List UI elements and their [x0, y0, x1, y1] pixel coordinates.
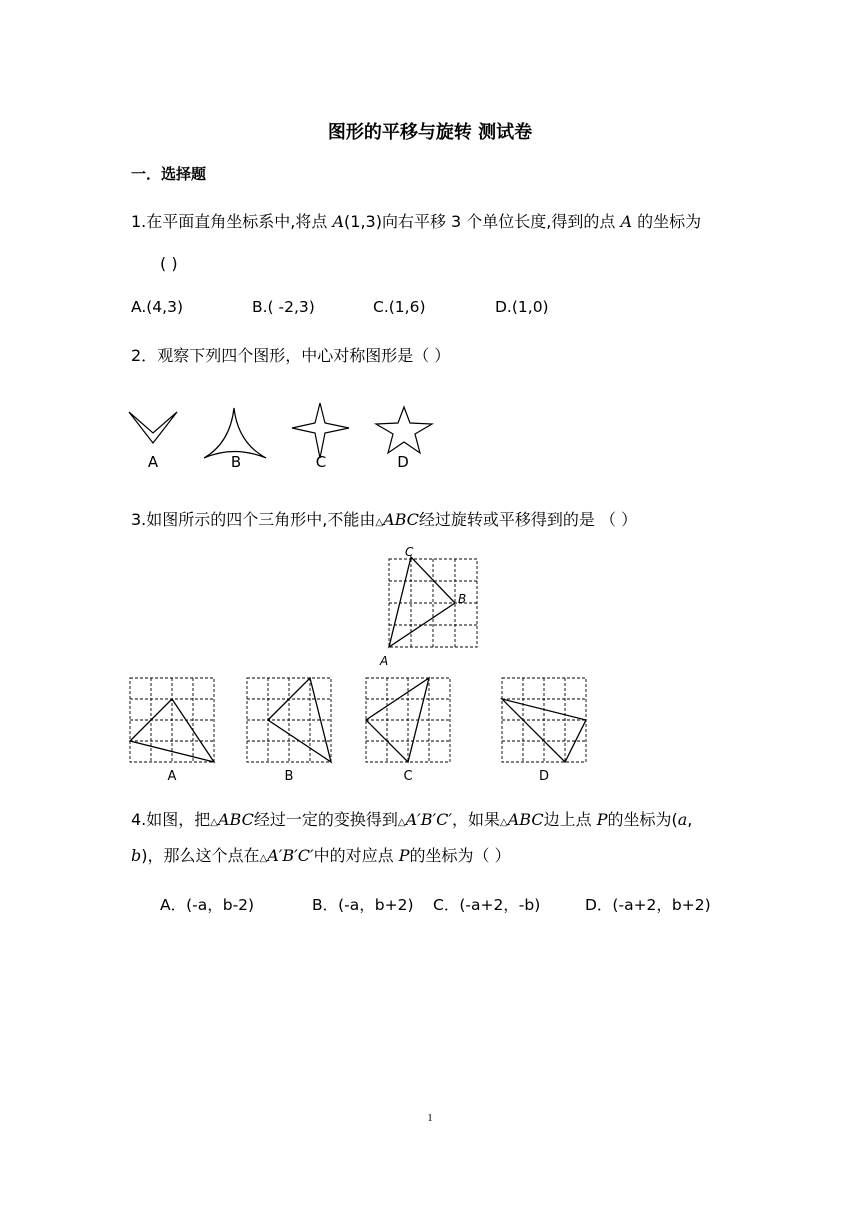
- grid-option-d: [502, 678, 586, 762]
- triangle-abc: [389, 557, 455, 647]
- figure-b-label: B: [230, 453, 242, 471]
- figure-a-label: A: [147, 453, 159, 471]
- question-2-figures: [120, 395, 450, 475]
- grid-label-b: B: [284, 769, 294, 784]
- grid-label-d: D: [538, 769, 550, 784]
- q4-option-d: D．(-a+2，b+2): [585, 896, 711, 914]
- grid-label-a: A: [167, 769, 177, 784]
- main-triangle-grid: [375, 543, 485, 668]
- page-title: 图形的平移与旋转 测试卷: [327, 122, 533, 143]
- question-4-line-1: 4.如图，把△ABC经过一定的变换得到△A′B′C′，如果△ABC边上点 P的坐标为(a,: [131, 810, 693, 829]
- q4-option-b: B．(-a，b+2): [312, 896, 414, 914]
- grid-option-c: [366, 678, 450, 762]
- q4-option-c: C．(-a+2，-b): [433, 896, 541, 914]
- figure-c-four-point-star: [292, 403, 349, 458]
- figure-d-label: D: [397, 453, 409, 471]
- q1-option-d: D.(1,0): [495, 298, 549, 316]
- question-2-stem: 2．观察下列四个图形，中心对称图形是（ ）: [131, 346, 451, 365]
- q4-option-a: A．(-a，b-2): [160, 896, 255, 914]
- q1-option-a: A.(4,3): [131, 298, 184, 316]
- grid-label-c: C: [403, 769, 413, 784]
- label-c: C: [405, 545, 414, 559]
- figure-b-curved-triangle: [204, 408, 266, 458]
- section-heading: 一．选择题: [131, 165, 207, 183]
- grid-option-b: [247, 678, 331, 762]
- figure-c-label: C: [315, 453, 327, 471]
- figure-a-arrowhead: [129, 412, 177, 443]
- q3-option-grids: [125, 674, 595, 786]
- question-1-stem: 1.在平面直角坐标系中,将点 A(1,3)向右平移 3 个单位长度,得到的点 A 的坐标为: [131, 212, 702, 231]
- figure-d-five-point-star: [376, 407, 432, 453]
- label-b: B: [458, 592, 467, 606]
- grid-option-a: [130, 678, 214, 762]
- q1-option-c: C.(1,6): [373, 298, 426, 316]
- question-1-paren: ( ): [160, 254, 178, 273]
- label-a: A: [380, 654, 389, 668]
- question-3-stem: 3.如图所示的四个三角形中,不能由△ABC经过旋转或平移得到的是 （ ）: [131, 510, 638, 529]
- q1-option-b: B.( -2,3): [252, 298, 315, 316]
- page-number: 1: [427, 1112, 433, 1124]
- question-4-line-2: b)，那么这个点在△A′B′C′中的对应点 P的坐标为（ ）: [131, 846, 511, 865]
